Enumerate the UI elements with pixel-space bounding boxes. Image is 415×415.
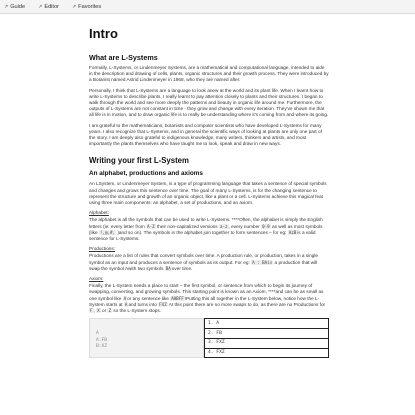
axiom-label: Axiom: <box>89 276 104 282</box>
code-line: A <box>96 331 99 337</box>
code-line: A:FB <box>96 337 108 343</box>
paragraph-lsystem-intro: An LSystem, or Lindenmeyer System, is a type of programming language that takes a sentence of special symbols and changes and grows this sentence over time. The goal of many L-Systems, is for the changing sentence to represent the structure and growth of an organic object, like a plant or a cell. L-Systems achieve this magical feat using three main components: an alphabet, a set of productions, and an axiom. <box>89 181 327 206</box>
step-cell: 4. FXZ <box>205 348 329 358</box>
paragraph-alphabet: The alphabet is all the symbols that can be used to write L-Systems. ****Often, the alphabet is simply the English letters (ie: every letter from A-Z their non-capitalized versions a-z, every number 0-9 as well as most symbols (like !,@,#, )and so on). The symbols in the alphabet join together to form sentences – for eg: AzBis a valid sentence for L-Systems. <box>89 217 323 242</box>
paragraph-personal: Personally, I think that L-Systems are a language to look anew at the world and its plant life. When I learnt how to write L-Systems to describe plants, I really learnt to pay attention closely to plants and their structures. I began to walk through the world and see more deeply the patterns and beauty in organic life around me. Furthermore, the outputs of L-Systems are not constant in time - they grow and change with every iteration. They've shown me that all life is in motion, and to draw organic life is to really be understanding where it's coming from and where its going. <box>89 87 329 118</box>
nav-link-favorites[interactable] <box>72 4 101 10</box>
paragraph-axiom: Finally, the L-System needs a place to start – the first symbol, or sentence from which to begin its journey of swapping, converting, and growing symbols. This starting point is known as an Axiom, ****and can be as small as one symbol like Aor any sentence like AHBFF!Putting this all together in the L-System below, notice how the L-System starts at Aand turns into FXZ At this point there are no more swaps to do, as there are no Productions for F, X or Z so the L-System stops. <box>89 283 326 314</box>
paragraph-formal: Formally, L-Systems, or Lindenmeyer Systems, are a mathematical and computational language, intended to aide in the description and drawing of cells, plants, organic structures and their growth process. They were introduced by a Botanist named Astrid Lindenmeyer in 1968, who they are named after. <box>89 65 329 83</box>
lsystem-code-editor[interactable] <box>89 318 204 358</box>
paragraph-productions: Productions are a list of rules that convert symbols over time. A production rule, or production, takes in a single symbol as an input and produces a sentence of symbols as its output. For eg: A : BAis a production that will swap the symbol Awith two symbols BAover time. <box>89 253 319 271</box>
table-row <box>205 338 329 348</box>
iteration-steps-table <box>204 318 329 358</box>
nav-link-editor[interactable] <box>38 4 59 10</box>
arrow-up-right-icon: ↗ <box>4 3 9 10</box>
section-heading-what: What are L-Systems <box>89 53 158 62</box>
arrow-up-right-icon: ↗ <box>38 3 43 10</box>
table-row <box>205 319 329 329</box>
lsystem-example <box>89 318 329 358</box>
main-content <box>89 22 329 358</box>
productions-label: Productions: <box>89 246 116 252</box>
top-nav <box>0 0 415 14</box>
nav-link-label: Editor <box>44 3 59 10</box>
step-cell: 2. FB <box>205 329 329 339</box>
paragraph-grateful: I am grateful to the mathematicians, botanists and computer scientists who have developed L-Systems for many years. I also recognize that L-Systems, and in general the scientific ways of looking at plants are only one part of the story. I am deeply also grateful to indigenous knowledge, many writers, thinkers and artists, and most importantly the plants themselves who have taught me to look, speak and draw in new ways. <box>89 122 322 147</box>
step-cell: 3. FXZ <box>205 338 329 348</box>
section-heading-writing: Writing your first L-System <box>89 156 189 166</box>
table-row <box>205 329 329 339</box>
arrow-up-right-icon: ↗ <box>71 3 77 10</box>
step-cell: 1. A <box>205 319 329 329</box>
nav-link-label: Favorites <box>78 3 102 10</box>
alphabet-label: Alphabet: <box>89 210 109 216</box>
page-title: Intro <box>89 26 118 41</box>
nav-link-guide[interactable] <box>4 4 25 10</box>
subheading-alphabet: An alphabet, productions and axioms <box>89 170 203 178</box>
nav-link-label: Guide <box>10 3 26 10</box>
code-line: B:XZ <box>96 344 108 350</box>
table-row <box>205 348 329 358</box>
